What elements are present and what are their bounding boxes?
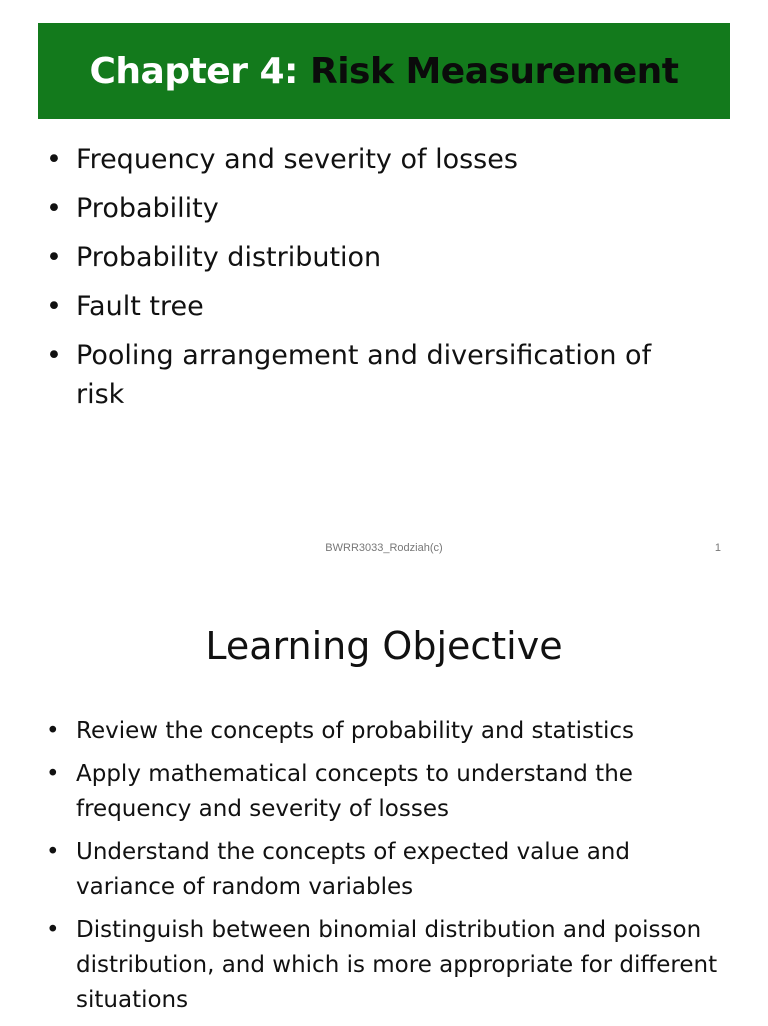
topic-list	[40, 140, 700, 424]
slide-title: Learning Objective	[205, 624, 563, 668]
list-item-text: Apply mathematical concepts to understand the frequency and severity of losses	[76, 761, 633, 822]
list-item-text: Frequency and severity of losses	[76, 144, 518, 175]
bullet-icon: •	[46, 291, 62, 322]
list-item-text: Pooling arrangement and diversification of risk	[76, 340, 652, 410]
list-item-text: Understand the concepts of expected value and variance of random variables	[76, 839, 630, 900]
bullet-icon: •	[46, 242, 62, 273]
slide-title	[89, 51, 678, 92]
title-bar	[38, 23, 730, 119]
list-item	[40, 913, 720, 1018]
bullet-icon: •	[46, 917, 60, 943]
list-item	[40, 336, 700, 414]
list-item	[40, 835, 720, 905]
list-item	[40, 757, 720, 827]
title-prefix: Chapter 4:	[89, 50, 310, 92]
title-accent: Risk Measurement	[310, 50, 679, 92]
list-item-text: Distinguish between binomial distribution and poisson distribution, and which is more appropriate for different situations	[76, 917, 718, 1013]
bullet-icon: •	[46, 839, 60, 865]
list-item	[40, 714, 720, 749]
bullet-icon: •	[46, 718, 60, 744]
page-number: 1	[714, 542, 721, 554]
list-item	[40, 238, 700, 277]
bullet-icon: •	[46, 340, 62, 371]
list-item-text: Review the concepts of probability and statistics	[76, 718, 635, 744]
list-item-text: Probability distribution	[76, 242, 382, 273]
slide-footer: BWRR3033_Rodziah(c)	[325, 542, 443, 554]
objective-list	[40, 714, 720, 1026]
bullet-icon: •	[46, 761, 60, 787]
slide-learning-objective	[0, 590, 768, 1024]
bullet-icon: •	[46, 193, 62, 224]
list-item	[40, 140, 700, 179]
list-item-text: Probability	[76, 193, 219, 224]
list-item	[40, 189, 700, 228]
list-item	[40, 287, 700, 326]
bullet-icon: •	[46, 144, 62, 175]
list-item-text: Fault tree	[76, 291, 204, 322]
